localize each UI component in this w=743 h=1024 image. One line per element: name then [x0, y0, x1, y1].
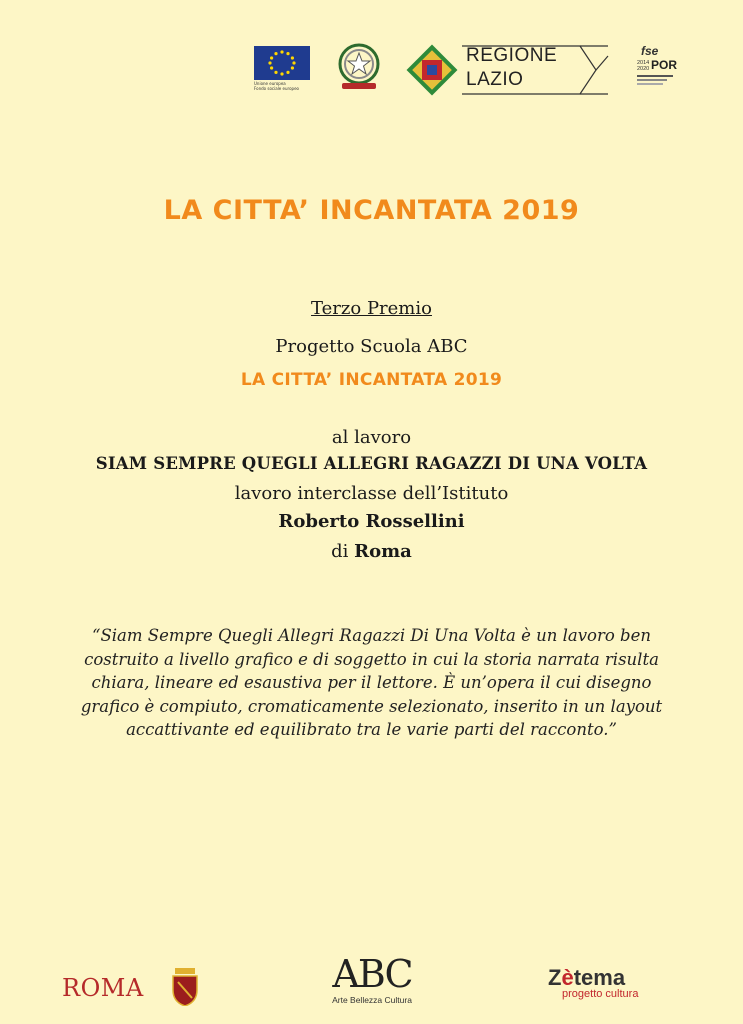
fse-por-icon	[635, 44, 678, 96]
eu-caption-line2: Fondo sociale europeo	[254, 86, 299, 91]
roma-text: ROMA	[62, 974, 144, 1002]
city-name: Roma	[354, 541, 412, 562]
eu-logo	[254, 46, 310, 91]
jury-quote: “Siam Sempre Quegli Allegri Ragazzi Di Una Volta è un lavoro ben costruito a livello grafico e di soggetto in cui la storia narrata risulta chiara, lineare ed esaustiva per il lettore. È un’opera il cui disegno grafico è compiuto, cromaticamente selezionato, inserito in un layout accattivante ed equilibrato tra le varie parti del racconto.”	[80, 626, 663, 739]
interclass-text: lavoro interclasse dell’Istituto	[234, 483, 509, 504]
fse-mark: fse	[641, 44, 659, 58]
eu-caption-line1: Unione europea	[254, 81, 286, 86]
project-name: Progetto Scuola ABC	[275, 336, 468, 357]
city-line	[0, 541, 743, 562]
regione-lazio-logo	[404, 42, 614, 98]
abc-caption: Arte Bellezza Cultura	[332, 995, 412, 1005]
abc-logo	[322, 952, 422, 1010]
zetema-tagline: progetto cultura	[562, 988, 639, 1000]
fse-years-bottom: 2020	[637, 66, 650, 72]
fse-por: POR	[651, 58, 678, 72]
work-title: SIAM SEMPRE QUEGLI ALLEGRI RAGAZZI DI UNA VOLTA	[95, 454, 648, 473]
lazio-frame-lines	[404, 42, 614, 98]
fse-por-logo	[635, 44, 678, 96]
zetema-name-pre: Z	[548, 965, 562, 990]
zetema-name	[548, 966, 668, 990]
sub-title: LA CITTA’ INCANTATA 2019	[240, 370, 503, 390]
main-title: LA CITTA’ INCANTATA 2019	[163, 195, 580, 226]
lazio-line2: LAZIO	[466, 69, 524, 90]
fse-years-top: 2014	[637, 60, 650, 66]
header-logos	[250, 40, 720, 100]
zetema-name-e: è	[561, 965, 574, 990]
roma-shield-icon	[170, 968, 200, 1006]
abc-mark: ABC	[332, 952, 412, 996]
city-prefix: di	[331, 541, 355, 562]
school-name: Roberto Rossellini	[278, 511, 465, 532]
lazio-line1: REGIONE	[466, 45, 558, 66]
italian-republic-emblem-icon	[334, 40, 384, 94]
al-lavoro-text: al lavoro	[331, 427, 412, 448]
zetema-name-post: tema	[573, 965, 626, 990]
zetema-logo	[548, 966, 668, 1010]
roma-logo	[62, 968, 212, 1008]
award-label: Terzo Premio	[311, 298, 432, 319]
eu-flag-icon	[254, 46, 310, 80]
